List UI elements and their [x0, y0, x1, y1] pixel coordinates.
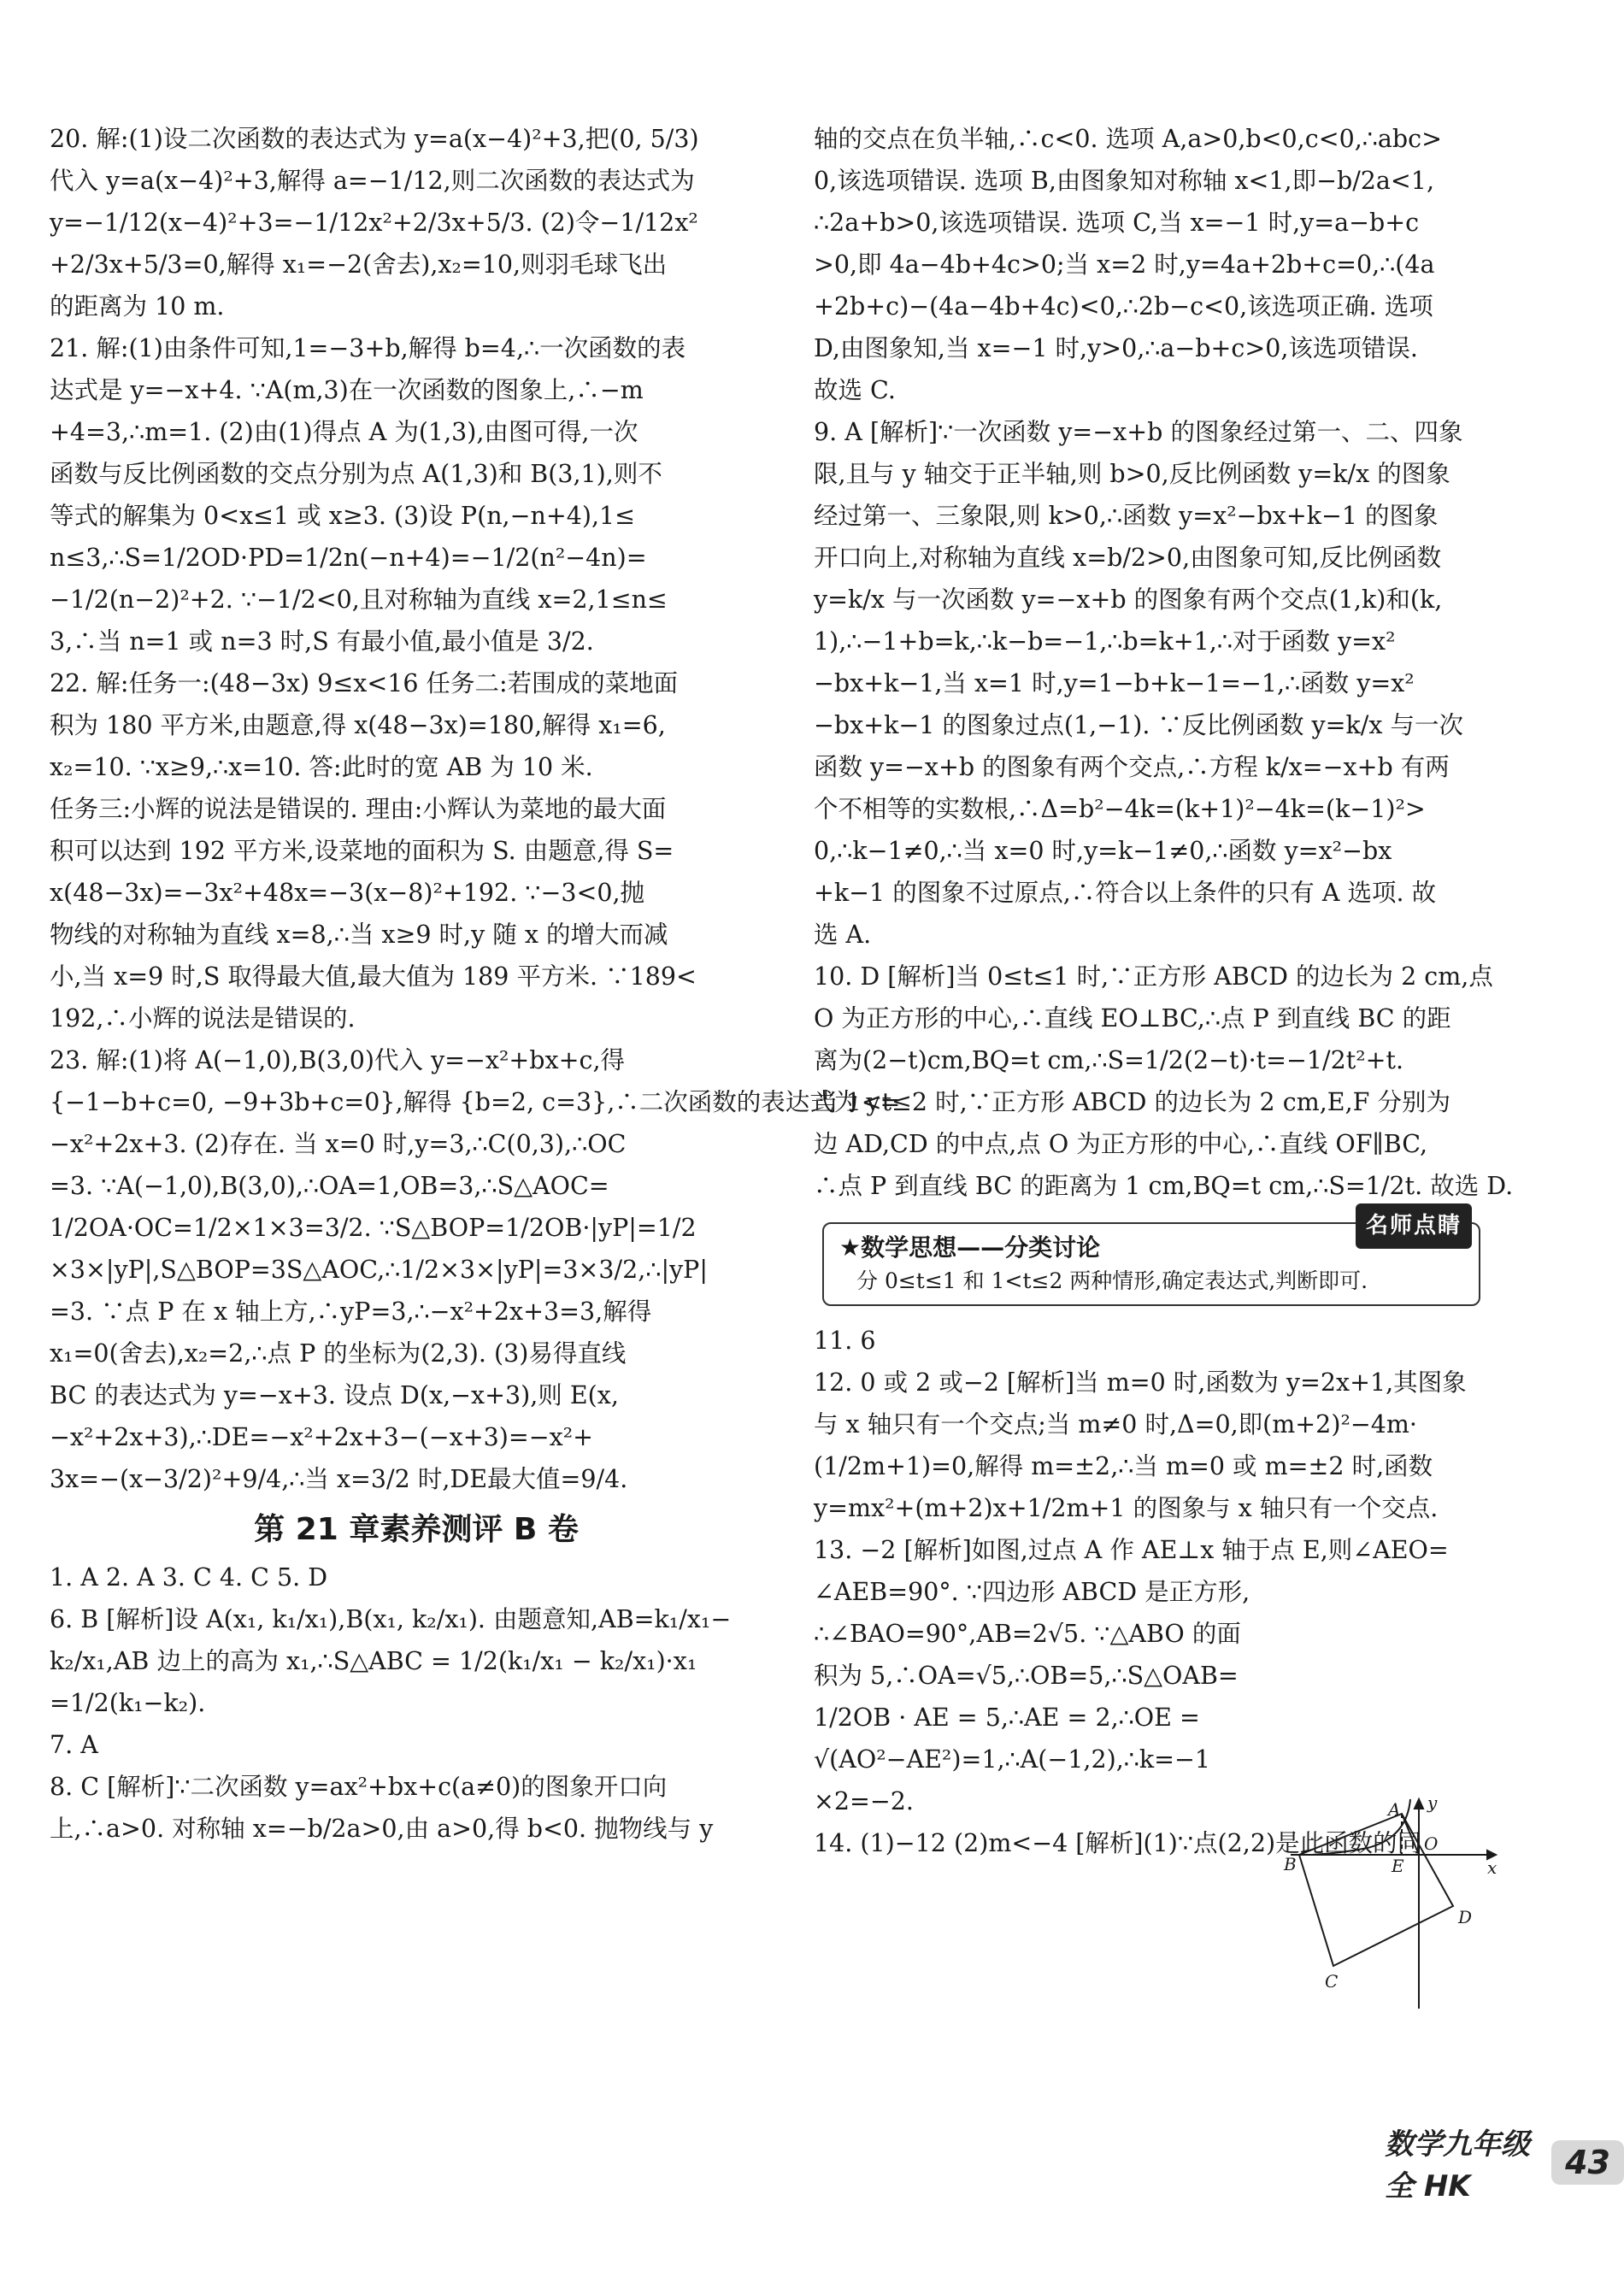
tip-body: 分 0≤t≤1 和 1<t≤2 两种情形,确定表达式,判断即可. [856, 1268, 1368, 1293]
answer-line: +2/3x+5/3=0,解得 x₁=−2(舍去),x₂=10,则羽毛球飞出 [50, 250, 668, 279]
answer-line: 192,∴小辉的说法是错误的. [50, 1004, 356, 1033]
answer-line: k₂/x₁,AB 边上的高为 x₁,∴S△ABC = 1/2(k₁/x₁ − k₂/x₁)·x₁ [50, 1647, 697, 1675]
label-x: x [1487, 1857, 1497, 1878]
answer-line: 23. 解:(1)将 A(−1,0),B(3,0)代入 y=−x²+bx+c,得 [50, 1046, 626, 1074]
answer-line: 积为 180 平方米,由题意,得 x(48−3x)=180,解得 x₁=6, [50, 711, 666, 739]
answer-line: 当 1<t≤2 时,∵正方形 ABCD 的边长为 2 cm,E,F 分别为 [814, 1088, 1450, 1116]
label-b: B [1284, 1854, 1297, 1874]
answer-line: −1/2(n−2)²+2. ∵−1/2<0,且对称轴为直线 x=2,1≤n≤ [50, 585, 668, 614]
answer-line: 限,且与 y 轴交于正半轴,则 b>0,反比例函数 y=k/x 的图象 [814, 460, 1450, 488]
answer-line: ∴点 P 到直线 BC 的距离为 1 cm,BQ=t cm,∴S=1/2t. 故选 D. [814, 1172, 1514, 1200]
answer-q13 [814, 1529, 1489, 1822]
answer-line: 10. D [解析]当 0≤t≤1 时,∵正方形 ABCD 的边长为 2 cm,点 [814, 962, 1493, 991]
answer-line: 22. 解:任务一:(48−3x) 9≤x<16 任务二:若围成的菜地面 [50, 669, 679, 697]
answer-line: 6. B [解析]设 A(x₁, k₁/x₁),B(x₁, k₂/x₁). 由题意知,AB=k₁/x₁− [50, 1605, 732, 1633]
answer-line: 物线的对称轴为直线 x=8,∴当 x≥9 时,y 随 x 的增大而减 [50, 921, 668, 949]
tip-title: ★数学思想——分类讨论 [839, 1233, 1101, 1262]
answer-q8b [814, 118, 1489, 411]
answer-line: 等式的解集为 0<x≤1 或 x≥3. (3)设 P(n,−n+4),1≤ [50, 502, 636, 530]
answer-line: =3. ∵点 P 在 x 轴上方,∴yP=3,∴−x²+2x+3=3,解得 [50, 1297, 652, 1326]
answer-line: 函数与反比例函数的交点分别为点 A(1,3)和 B(3,1),则不 [50, 460, 662, 488]
answer-q9 [814, 411, 1489, 956]
answer-line: 离为(2−t)cm,BQ=t cm,∴S=1/2(2−t)·t=−1/2t²+t. [814, 1046, 1404, 1074]
answer-q6 [50, 1598, 783, 1724]
answer-line: O 为正方形的中心,∴直线 EO⊥BC,∴点 P 到直线 BC 的距 [814, 1004, 1451, 1033]
answer-line: −x²+2x+3. (2)存在. 当 x=0 时,y=3,∴C(0,3),∴OC [50, 1130, 627, 1158]
answer-line: 函数 y=−x+b 的图象有两个交点,∴方程 k/x=−x+b 有两 [814, 753, 1450, 781]
answer-q21 [50, 327, 783, 662]
answer-line: 14. (1)−12 (2)m<−4 [解析](1)∵点(2,2)是此函数的同 [814, 1829, 1422, 1857]
label-e: E [1392, 1856, 1404, 1876]
answer-line: 20. 解:(1)设二次函数的表达式为 y=a(x−4)²+3,把(0, 5/3) [50, 125, 699, 153]
answer-line: y=−1/12(x−4)²+3=−1/12x²+2/3x+5/3. (2)令−1/12x² [50, 209, 698, 237]
answer-q1-5 [50, 1556, 783, 1598]
answer-line: 边 AD,CD 的中点,点 O 为正方形的中心,∴直线 OF∥BC, [814, 1130, 1428, 1158]
answer-q8 [50, 1766, 783, 1850]
answer-line: +k−1 的图象不过原点,∴符合以上条件的只有 A 选项. 故 [814, 879, 1437, 907]
answer-line: 1/2OB · AE = 5,∴AE = 2,∴OE = [814, 1703, 1200, 1732]
answer-line: 故选 C. [814, 376, 896, 404]
answer-line: 1. A 2. A 3. C 4. C 5. D [50, 1563, 328, 1592]
answer-line: 选 A. [814, 921, 872, 949]
answer-line: ×2=−2. [814, 1787, 914, 1815]
answer-line: 与 x 轴只有一个交点;当 m≠0 时,Δ=0,即(m+2)²−4m· [814, 1410, 1417, 1439]
answer-line: √(AO²−AE²)=1,∴A(−1,2),∴k=−1 [814, 1745, 1211, 1774]
answer-q10 [814, 956, 1514, 1207]
answer-line: 9. A [解析]∵一次函数 y=−x+b 的图象经过第一、二、四象 [814, 418, 1463, 446]
answer-line: 积可以达到 192 平方米,设菜地的面积为 S. 由题意,得 S= [50, 837, 674, 865]
answer-line: 个不相等的实数根,∴Δ=b²−4k=(k+1)²−4k=(k−1)²> [814, 795, 1426, 823]
answer-line: 21. 解:(1)由条件可知,1=−3+b,解得 b=4,∴一次函数的表 [50, 334, 686, 362]
answer-line: 0,该选项错误. 选项 B,由图象知对称轴 x<1,即−b/2a<1, [814, 167, 1434, 195]
answer-line: 8. C [解析]∵二次函数 y=ax²+bx+c(a≠0)的图象开口向 [50, 1773, 668, 1801]
answer-line: 3,∴当 n=1 或 n=3 时,S 有最小值,最小值是 3/2. [50, 627, 594, 656]
label-y: y [1427, 1792, 1438, 1813]
answer-line: BC 的表达式为 y=−x+3. 设点 D(x,−x+3),则 E(x, [50, 1381, 619, 1409]
answer-line: ∴2a+b>0,该选项错误. 选项 C,当 x=−1 时,y=a−b+c [814, 209, 1420, 237]
answer-line: =3. ∵A(−1,0),B(3,0),∴OA=1,OB=3,∴S△AOC= [50, 1172, 609, 1200]
answer-line: y=mx²+(m+2)x+1/2m+1 的图象与 x 轴只有一个交点. [814, 1494, 1439, 1522]
answer-line: 积为 5,∴OA=√5,∴OB=5,∴S△OAB= [814, 1662, 1239, 1690]
answer-line: +4=3,∴m=1. (2)由(1)得点 A 为(1,3),由图可得,一次 [50, 418, 638, 446]
answer-q22 [50, 662, 783, 1039]
answer-line: 7. A [50, 1731, 98, 1759]
square-parabola-figure [1282, 1792, 1504, 2017]
answer-line: >0,即 4a−4b+4c>0;当 x=2 时,y=4a+2b+c=0,∴(4a [814, 250, 1435, 279]
answer-line: −bx+k−1,当 x=1 时,y=1−b+k−1=−1,∴函数 y=x² [814, 669, 1415, 697]
label-a: A [1388, 1799, 1401, 1820]
answer-q20 [50, 118, 783, 327]
answer-line: 1/2OA·OC=1/2×1×3=3/2. ∵S△BOP=1/2OB·|yP|=1/2 [50, 1214, 697, 1242]
answer-line: 1),∴−1+b=k,∴k−b=−1,∴b=k+1,∴对于函数 y=x² [814, 627, 1396, 656]
answer-line: +2b+c)−(4a−4b+4c)<0,∴2b−c<0,该选项正确. 选项 [814, 292, 1433, 321]
right-column [814, 118, 1514, 1864]
tip-badge: 名师点睛 [1356, 1203, 1472, 1249]
label-d: D [1458, 1907, 1473, 1927]
answer-line: ∠AEB=90°. ∵四边形 ABCD 是正方形, [814, 1578, 1250, 1606]
answer-line: −bx+k−1 的图象过点(1,−1). ∵反比例函数 y=k/x 与一次 [814, 711, 1464, 739]
answer-line: 3x=−(x−3/2)²+9/4,∴当 x=3/2 时,DE最大值=9/4. [50, 1465, 628, 1493]
answer-line: 上,∴a>0. 对称轴 x=−b/2a>0,由 a>0,得 b<0. 抛物线与 y [50, 1815, 714, 1843]
answer-line: 小,当 x=9 时,S 取得最大值,最大值为 189 平方米. ∵189< [50, 962, 697, 991]
answer-line: 11. 6 [814, 1327, 876, 1355]
answer-line: ×3×|yP|,S△BOP=3S△AOC,∴1/2×3×|yP|=3×3/2,∴|yP| [50, 1256, 708, 1284]
answer-line: y=k/x 与一次函数 y=−x+b 的图象有两个交点(1,k)和(k, [814, 585, 1443, 614]
answer-q11 [814, 1320, 1489, 1362]
answer-line: 12. 0 或 2 或−2 [解析]当 m=0 时,函数为 y=2x+1,其图象 [814, 1368, 1467, 1397]
answer-line: 开口向上,对称轴为直线 x=b/2>0,由图象可知,反比例函数 [814, 544, 1442, 572]
answer-q12 [814, 1362, 1489, 1529]
answer-line: 13. −2 [解析]如图,过点 A 作 AE⊥x 轴于点 E,则∠AEO= [814, 1536, 1449, 1564]
answer-line: −x²+2x+3),∴DE=−x²+2x+3−(−x+3)=−x²+ [50, 1423, 594, 1451]
answer-line: x₁=0(舍去),x₂=2,∴点 P 的坐标为(2,3). (3)易得直线 [50, 1339, 627, 1368]
answer-line: {−1−b+c=0, −9+3b+c=0},解得 {b=2, c=3},∴二次函数的表达式为 y= [50, 1088, 901, 1116]
answer-line: x(48−3x)=−3x²+48x=−3(x−8)²+192. ∵−3<0,抛 [50, 879, 645, 907]
answer-line: 0,∴k−1≠0,∴当 x=0 时,y=k−1≠0,∴函数 y=x²−bx [814, 837, 1392, 865]
answer-line: D,由图象知,当 x=−1 时,y>0,∴a−b+c>0,该选项错误. [814, 334, 1418, 362]
answer-line: (1/2m+1)=0,解得 m=±2,∴当 m=0 或 m=±2 时,函数 [814, 1452, 1433, 1480]
answer-line: =1/2(k₁−k₂). [50, 1689, 206, 1717]
answer-line: 轴的交点在负半轴,∴c<0. 选项 A,a>0,b<0,c<0,∴abc> [814, 125, 1442, 153]
page-number: 43 [1551, 2140, 1624, 2185]
answer-line: 达式是 y=−x+4. ∵A(m,3)在一次函数的图象上,∴−m [50, 376, 644, 404]
answer-line: x₂=10. ∵x≥9,∴x=10. 答:此时的宽 AB 为 10 米. [50, 753, 593, 781]
answer-line: 任务三:小辉的说法是错误的. 理由:小辉认为菜地的最大面 [50, 795, 667, 823]
answer-line: 经过第一、三象限,则 k>0,∴函数 y=x²−bx+k−1 的图象 [814, 502, 1439, 530]
answer-line: ∴∠BAO=90°,AB=2√5. ∵△ABO 的面 [814, 1620, 1241, 1648]
answer-line: 的距离为 10 m. [50, 292, 225, 321]
teacher-tip-box [822, 1213, 1480, 1306]
answer-line: n≤3,∴S=1/2OD·PD=1/2n(−n+4)=−1/2(n²−4n)= [50, 544, 647, 572]
chapter-title: 第 21 章素养测评 B 卷 [254, 1512, 579, 1547]
page-footer [1385, 2127, 1624, 2204]
label-o: O [1424, 1833, 1439, 1854]
answer-q7 [50, 1724, 783, 1766]
subject-label: 数学九年级 全 HK [1385, 2127, 1530, 2204]
label-c: C [1325, 1971, 1339, 1992]
answer-line: 代入 y=a(x−4)²+3,解得 a=−1/12,则二次函数的表达式为 [50, 167, 695, 195]
